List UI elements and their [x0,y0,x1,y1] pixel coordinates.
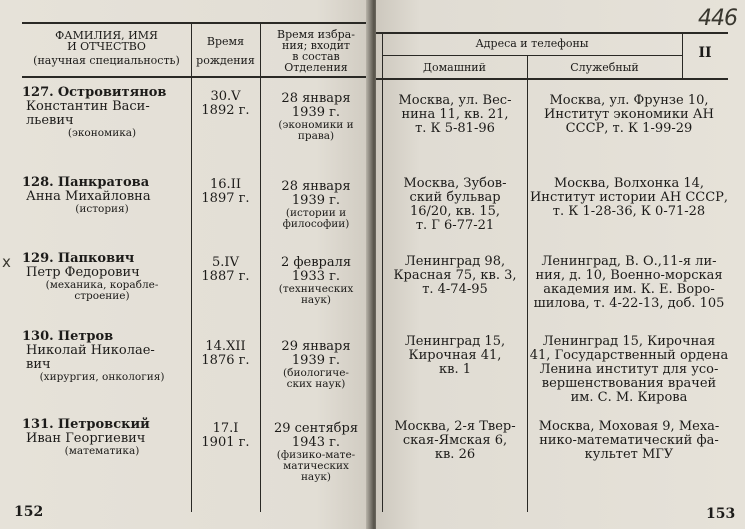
header-bottom-rule [376,78,728,80]
election-date: 29 января 1939 г. (биологиче- ских наук) [281,339,351,390]
header-top-rule [376,32,728,34]
column-divider-left [382,32,383,512]
home-address: Ленинград 15, Кирочная 41, кв. 1 [404,334,506,377]
birth-date: 30.V 1892 г. [201,89,250,118]
table-row: 129. Папкович Петр Федорович (механика, корабле- строение) [22,251,159,302]
birth-date: 17.I 1901 г. [201,421,250,450]
page-number: 152 [14,504,44,520]
header-top-rule [22,22,372,24]
work-address: Москва, Моховая 9, Меха- нико-математический фа- культет МГУ [538,419,720,462]
table-row: 127. Островитянов Константин Васи- льевич (экономика) [22,85,167,139]
margin-mark: х [2,253,11,271]
work-address: Москва, Волхонка 14, Институт истории АН СССР, т. К 1-28-36, К 0-71-28 [529,176,729,219]
page-number: 153 [706,506,736,522]
work-address: Москва, ул. Фрунзе 10, Институт экономики АН СССР, т. К 1-99-29 [544,93,714,136]
header-mid-rule [382,55,682,56]
work-address: Ленинград, В. О.,11-я ли- ния, д. 10, Военно-морская академия им. К. Е. Воро- шилова, т. 4-22-13, доб. 105 [533,254,725,311]
election-date: 29 сентября 1943 г. (физико-мате- матических наук) [273,421,359,483]
election-date: 2 февраля 1933 г. (технических наук) [278,255,354,306]
name-column-header: ФАМИЛИЯ, ИМЯ И ОТЧЕСТВО (научная специальность) [33,29,180,67]
work-address: Ленинград 15, Кирочная 41, Государственный ордена Ленина институт для усо- вершенствования врачей им. С. М. Кирова [529,334,729,405]
birth-column-header: Время рождения [196,35,255,67]
election-date: 28 января 1939 г. (экономики и права) [278,91,354,142]
home-address: Москва, 2-я Твер- ская-Ямская 6, кв. 26 [394,419,516,462]
column-divider-mid [527,55,528,512]
birth-date: 16.II 1897 г. [201,177,250,206]
birth-date: 14.XII 1876 г. [201,339,250,368]
table-row: 128. Панкратова Анна Михайловна (история) [22,175,151,215]
home-column-header: Домашний [423,61,486,74]
home-address: Ленинград 98, Красная 75, кв. 3, т. 4-74-95 [393,254,517,297]
election-column-header: Время избра- ния; входит в состав Отделения [277,28,355,74]
election-date: 28 января 1939 г. (истории и философии) [281,179,351,230]
table-row: 131. Петровский Иван Георгиевич (математика) [22,417,150,457]
right-page [376,0,745,529]
table-row: 130. Петров Николай Николае- вич (хирургия, онкология) [22,329,165,383]
birth-date: 5.IV 1887 г. [201,255,250,284]
handwritten-number: 446 [698,6,737,31]
work-column-header: Служебный [570,61,639,74]
header-bottom-rule [22,76,372,78]
left-page [0,0,372,529]
home-address: Москва, ул. Вес- нина 11, кв. 21, т. К 5-81-96 [398,93,512,136]
home-address: Москва, Зубов- ский бульвар 16/20, кв. 15, т. Г 6-77-21 [403,176,507,233]
addresses-header: Адреса и телефоны [475,37,589,50]
section-roman-numeral: II [698,45,712,61]
